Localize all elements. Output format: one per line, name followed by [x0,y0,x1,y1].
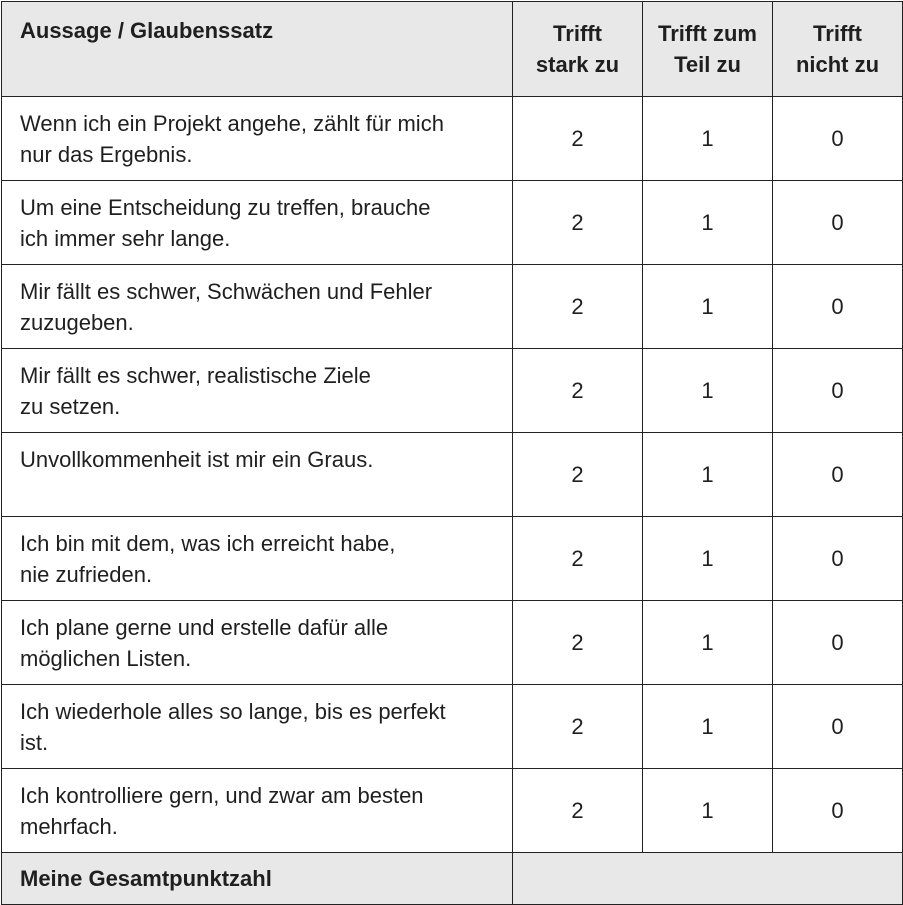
score-strong-cell[interactable]: 2 [513,769,643,853]
statement-line: mehrfach. [20,814,118,839]
statement-line: Ich plane gerne und erstelle dafür alle [20,615,389,640]
table-row [2,349,903,433]
strong-column-header [513,2,643,97]
statement-cell [2,265,513,349]
statement-cell [2,181,513,265]
score-none-cell[interactable]: 0 [773,349,903,433]
strong-header-line: Trifft [553,21,602,46]
table-row [2,433,903,517]
score-none-cell[interactable]: 0 [773,433,903,517]
table-row [2,265,903,349]
score-none-cell[interactable]: 0 [773,685,903,769]
statement-line: Ich wiederhole alles so lange, bis es perfekt [20,699,446,724]
statement-cell [2,349,513,433]
partial-header-line: Teil zu [674,52,741,77]
score-none-cell[interactable]: 0 [773,181,903,265]
partial-column-header [643,2,773,97]
total-label: Meine Gesamtpunktzahl [2,853,513,905]
score-none-cell[interactable]: 0 [773,601,903,685]
score-strong-cell[interactable]: 2 [513,97,643,181]
statement-cell [2,685,513,769]
statement-cell [2,769,513,853]
statement-line: ich immer sehr lange. [20,226,231,251]
none-header-line: Trifft [813,21,862,46]
statement-cell [2,433,513,517]
score-strong-cell[interactable]: 2 [513,349,643,433]
statement-cell [2,97,513,181]
statement-line: zu setzen. [20,394,121,419]
score-strong-cell[interactable]: 2 [513,685,643,769]
score-strong-cell[interactable]: 2 [513,433,643,517]
total-value-cell[interactable] [513,853,903,905]
score-strong-cell[interactable]: 2 [513,517,643,601]
table-header-row [2,2,903,97]
total-row [2,853,903,905]
score-partial-cell[interactable]: 1 [643,349,773,433]
statement-line: möglichen Listen. [20,646,192,671]
none-column-header [773,2,903,97]
score-partial-cell[interactable]: 1 [643,685,773,769]
table-row [2,517,903,601]
table-row [2,685,903,769]
statement-cell [2,601,513,685]
score-partial-cell[interactable]: 1 [643,601,773,685]
statement-cell [2,517,513,601]
self-assessment-table [1,1,903,905]
statement-line: Mir fällt es schwer, Schwächen und Fehler [20,279,433,304]
strong-header-line: stark zu [535,52,620,77]
score-none-cell[interactable]: 0 [773,97,903,181]
statement-line: Wenn ich ein Projekt angehe, zählt für mich [20,111,444,136]
table-row [2,97,903,181]
statement-line: Ich kontrolliere gern, und zwar am besten [20,783,424,808]
table-row [2,601,903,685]
statement-line: Mir fällt es schwer, realistische Ziele [20,363,371,388]
score-partial-cell[interactable]: 1 [643,181,773,265]
score-partial-cell[interactable]: 1 [643,769,773,853]
score-partial-cell[interactable]: 1 [643,517,773,601]
table-row [2,769,903,853]
table-body [2,97,903,853]
statement-line: ist. [20,730,49,755]
score-partial-cell[interactable]: 1 [643,433,773,517]
statement-line: Unvollkommenheit ist mir ein Graus. [20,447,374,472]
statement-line: nie zufrieden. [20,562,153,587]
score-strong-cell[interactable]: 2 [513,601,643,685]
none-header-line: nicht zu [795,52,880,77]
score-none-cell[interactable]: 0 [773,265,903,349]
score-partial-cell[interactable]: 1 [643,265,773,349]
statement-line: Ich bin mit dem, was ich erreicht habe, [20,531,396,556]
score-none-cell[interactable]: 0 [773,517,903,601]
partial-header-line: Trifft zum [658,21,757,46]
statement-line: zuzugeben. [20,310,134,335]
score-partial-cell[interactable]: 1 [643,97,773,181]
score-strong-cell[interactable]: 2 [513,265,643,349]
score-none-cell[interactable]: 0 [773,769,903,853]
statement-line: nur das Ergebnis. [20,142,193,167]
table-row [2,181,903,265]
statement-line: Um eine Entscheidung zu treffen, brauche [20,195,431,220]
statement-column-header: Aussage / Glaubenssatz [2,2,513,97]
score-strong-cell[interactable]: 2 [513,181,643,265]
